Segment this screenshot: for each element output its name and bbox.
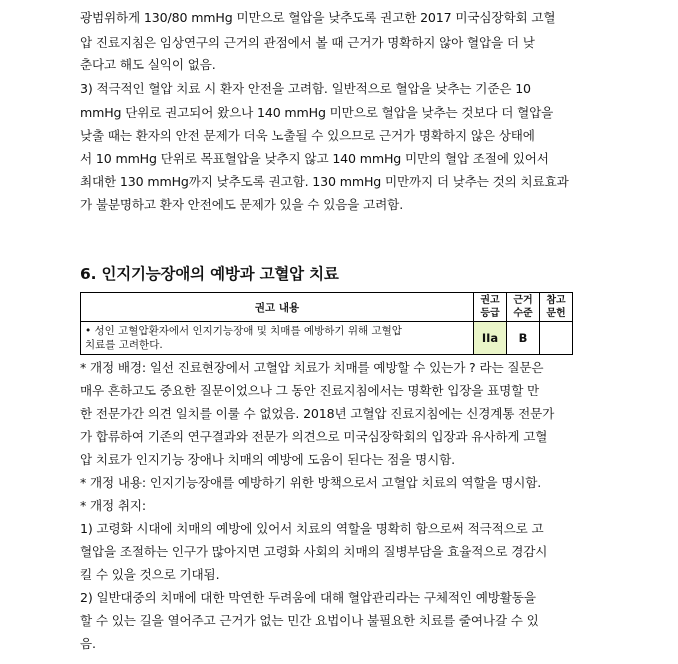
note-line: 한 전문가간 의견 일치를 이룰 수 없었음. 2018년 고혈압 진료지침에는 신경계통 전문가 xyxy=(80,406,555,421)
table-row xyxy=(81,322,573,355)
note-line: 음. xyxy=(80,636,96,651)
recommendation-level: IIa xyxy=(474,322,507,355)
header-ref-line2: 문헌 xyxy=(546,308,566,319)
header-level-line2: 등급 xyxy=(480,308,500,319)
item3-line: 가 불분명하고 환자 안전에도 문제가 있을 수 있음을 고려함. xyxy=(80,197,404,212)
item3-line: 서 10 mmHg 단위로 목표혈압을 낮추지 않고 140 mmHg 미만의 혈압 조절에 있어서 xyxy=(80,151,549,166)
item3-line: 낮출 때는 환자의 안전 문제가 더욱 노출될 수 있으므로 근거가 명확하지 않은 상태에 xyxy=(80,128,535,143)
section-heading: 6. 인지기능장애의 예방과 고혈압 치료 xyxy=(80,265,339,283)
note-line: 2) 일반대중의 치매에 대한 막연한 두려움에 대해 혈압관리라는 구체적인 예방활동을 xyxy=(80,590,536,605)
paragraph-line: 춘다고 해도 실익이 없음. xyxy=(80,57,216,72)
header-ref xyxy=(540,293,573,322)
header-evidence-line1: 근거 xyxy=(513,295,533,306)
recommendation-table xyxy=(80,292,573,355)
note-line: * 개정 배경: 일선 진료현장에서 고혈압 치료가 치매를 예방할 수 있는가 ? 라는 질문은 xyxy=(80,360,544,375)
recommendation-content xyxy=(81,322,474,355)
note-line: * 개정 취지: xyxy=(80,498,147,513)
paragraph-line: 광범위하게 130/80 mmHg 미만으로 혈압을 낮추도록 권고한 2017 미국심장학회 고혈 xyxy=(80,10,556,25)
item3-line: 최대한 130 mmHg까지 낮추도록 권고함. 130 mmHg 미만까지 더 낮추는 것의 치료효과 xyxy=(80,174,569,189)
note-line: 킬 수 있을 것으로 기대됨. xyxy=(80,567,220,582)
header-level-line1: 권고 xyxy=(480,295,500,306)
header-evidence-line2: 수준 xyxy=(513,308,533,319)
note-line: 매우 흔하고도 중요한 질문이었으나 그 동안 진료지침에서는 명확한 입장을 표명할 만 xyxy=(80,383,540,398)
header-evidence xyxy=(507,293,540,322)
recommendation-line1: • 성인 고혈압환자에서 인지기능장애 및 치매를 예방하기 위해 고혈압 xyxy=(85,325,402,337)
header-content: 권고 내용 xyxy=(81,293,474,322)
note-line: 1) 고령화 시대에 치매의 예방에 있어서 치료의 역할을 명확히 함으로써 적극적으로 고 xyxy=(80,521,544,536)
note-line: 할 수 있는 길을 열어주고 근거가 없는 민간 요법이나 불필요한 치료를 줄여나갈 수 있 xyxy=(80,613,539,628)
paragraph-line: 압 진료지침은 임상연구의 근거의 관점에서 볼 때 근거가 명확하지 않아 혈압을 더 낮 xyxy=(80,35,535,50)
note-line: 압 치료가 인지기능 장애나 치매의 예방에 도움이 된다는 점을 명시함. xyxy=(80,452,455,467)
note-line: * 개정 내용: 인지기능장애를 예방하기 위한 방책으로서 고혈압 치료의 역할을 명시함. xyxy=(80,475,542,490)
evidence-level: B xyxy=(507,322,540,355)
item3-line: mmHg 단위로 권고되어 왔으나 140 mmHg 미만으로 혈압을 낮추는 것보다 더 혈압을 xyxy=(80,105,554,120)
header-level xyxy=(474,293,507,322)
item3-line: 3) 적극적인 혈압 치료 시 환자 안전을 고려함. 일반적으로 혈압을 낮추는 기준은 10 xyxy=(80,81,531,96)
note-line: 혈압을 조절하는 인구가 많아지면 고령화 사회의 치매의 질병부담을 효율적으로 경감시 xyxy=(80,544,548,559)
table-header-row xyxy=(81,293,573,322)
note-line: 가 합류하여 기존의 연구결과와 전문가 의견으로 미국심장학회의 입장과 유사하게 고혈 xyxy=(80,429,548,444)
reference-cell xyxy=(540,322,573,355)
header-ref-line1: 참고 xyxy=(546,295,566,306)
recommendation-line2: 치료를 고려한다. xyxy=(85,339,163,351)
